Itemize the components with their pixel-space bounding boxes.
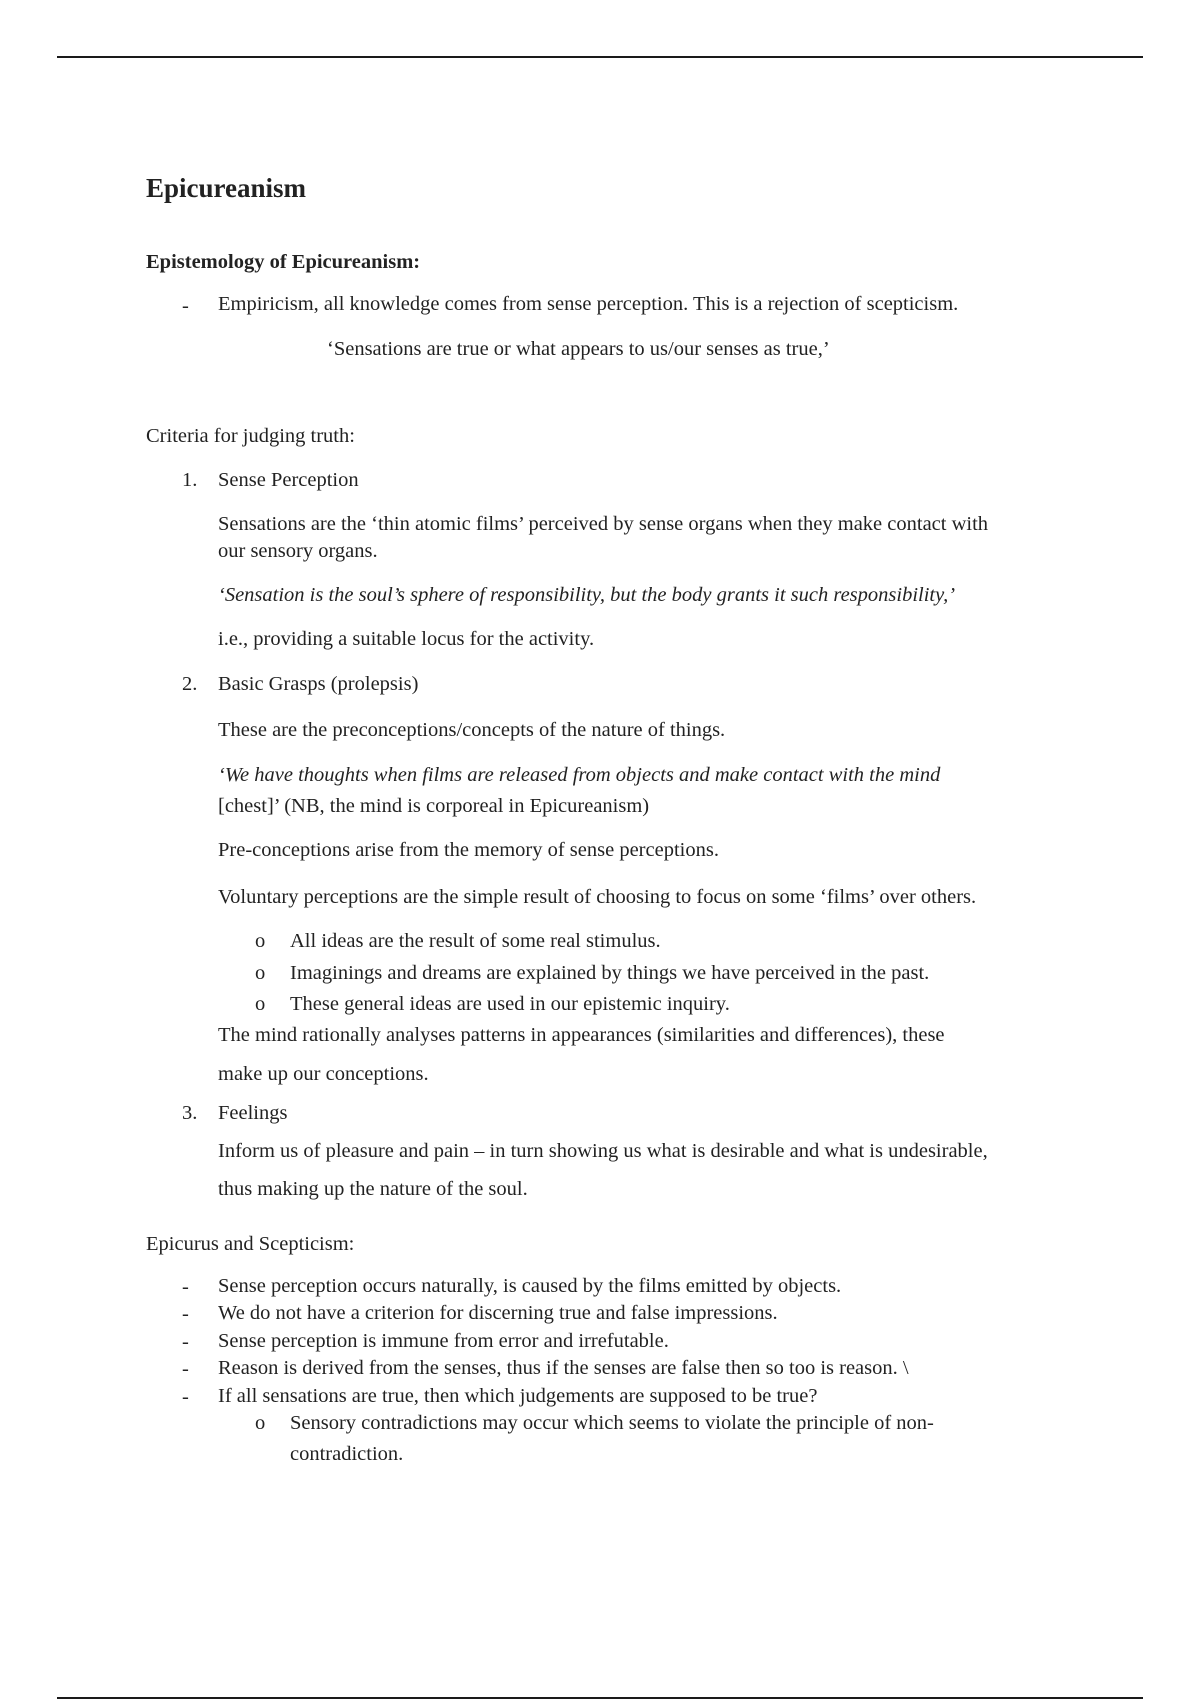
sub-bullet-item: Imaginings and dreams are explained by things we have perceived in the past.: [290, 962, 930, 984]
quote-sensation-soul: ‘Sensation is the soul’s sphere of responsibility, but the body grants it such responsibility,’: [218, 584, 956, 606]
criteria-item-sense-perception: Sense Perception: [218, 469, 359, 491]
paragraph-line: The mind rationally analyses patterns in appearances (similarities and differences), these: [218, 1024, 945, 1046]
scepticism-bullet: Sense perception occurs naturally, is caused by the films emitted by objects.: [218, 1275, 842, 1297]
sub-bullet-icon: o: [255, 993, 266, 1015]
list-number-3: 3.: [182, 1102, 198, 1124]
bullet-empiricism: Empiricism, all knowledge comes from sense perception. This is a rejection of scepticism.: [218, 293, 959, 315]
paragraph-line: thus making up the nature of the soul.: [218, 1178, 528, 1200]
paragraph-line: Pre-conceptions arise from the memory of sense perceptions.: [218, 839, 719, 861]
paragraph-line: i.e., providing a suitable locus for the activity.: [218, 628, 595, 650]
list-number-2: 2.: [182, 673, 198, 695]
sub-bullet-icon: o: [255, 962, 266, 984]
paragraph-line: Sensations are the ‘thin atomic films’ perceived by sense organs when they make contact with: [218, 513, 989, 535]
sub-bullet-icon: o: [255, 1412, 266, 1434]
sub-bullet-item: All ideas are the result of some real stimulus.: [290, 930, 661, 952]
bullet-dash: -: [182, 1358, 189, 1380]
section-heading-scepticism: Epicurus and Scepticism:: [146, 1233, 355, 1255]
sub-bullet-icon: o: [255, 930, 266, 952]
criteria-item-basic-grasps: Basic Grasps (prolepsis): [218, 673, 419, 695]
bullet-dash: -: [182, 1303, 189, 1325]
scepticism-bullet: If all sensations are true, then which judgements are supposed to be true?: [218, 1385, 818, 1407]
bullet-dash: -: [182, 1276, 189, 1298]
paragraph-line: [chest]’ (NB, the mind is corporeal in Epicureanism): [218, 795, 650, 817]
page-title: Epicureanism: [146, 173, 307, 203]
paragraph-line: our sensory organs.: [218, 540, 378, 562]
criteria-item-feelings: Feelings: [218, 1102, 288, 1124]
sub-bullet-item: Sensory contradictions may occur which seems to violate the principle of non-: [290, 1412, 934, 1434]
bullet-dash: -: [182, 1386, 189, 1408]
section-heading-epistemology: Epistemology of Epicureanism:: [146, 251, 421, 273]
sub-bullet-item: These general ideas are used in our epistemic inquiry.: [290, 993, 730, 1015]
footer-rule: [57, 1697, 1143, 1699]
bullet-dash: -: [182, 295, 189, 317]
section-heading-criteria: Criteria for judging truth:: [146, 425, 355, 447]
paragraph-line: These are the preconceptions/concepts of the nature of things.: [218, 719, 726, 741]
paragraph-line: make up our conceptions.: [218, 1063, 429, 1085]
scepticism-bullet: Sense perception is immune from error and irrefutable.: [218, 1330, 669, 1352]
paragraph-line: Voluntary perceptions are the simple result of choosing to focus on some ‘films’ over others.: [218, 886, 977, 908]
scepticism-bullet: Reason is derived from the senses, thus if the senses are false then so too is reason. \: [218, 1357, 909, 1379]
bullet-dash: -: [182, 1331, 189, 1353]
quote-sensations: ‘Sensations are true or what appears to us/our senses as true,’: [327, 338, 830, 360]
sub-bullet-item-continued: contradiction.: [290, 1443, 404, 1465]
scepticism-bullet: We do not have a criterion for discerning true and false impressions.: [218, 1302, 778, 1324]
list-number-1: 1.: [182, 469, 198, 491]
header-rule: [57, 56, 1143, 58]
quote-thoughts-films: ‘We have thoughts when films are released from objects and make contact with the mind: [218, 764, 941, 786]
paragraph-line: Inform us of pleasure and pain – in turn showing us what is desirable and what is undesirable,: [218, 1140, 988, 1162]
